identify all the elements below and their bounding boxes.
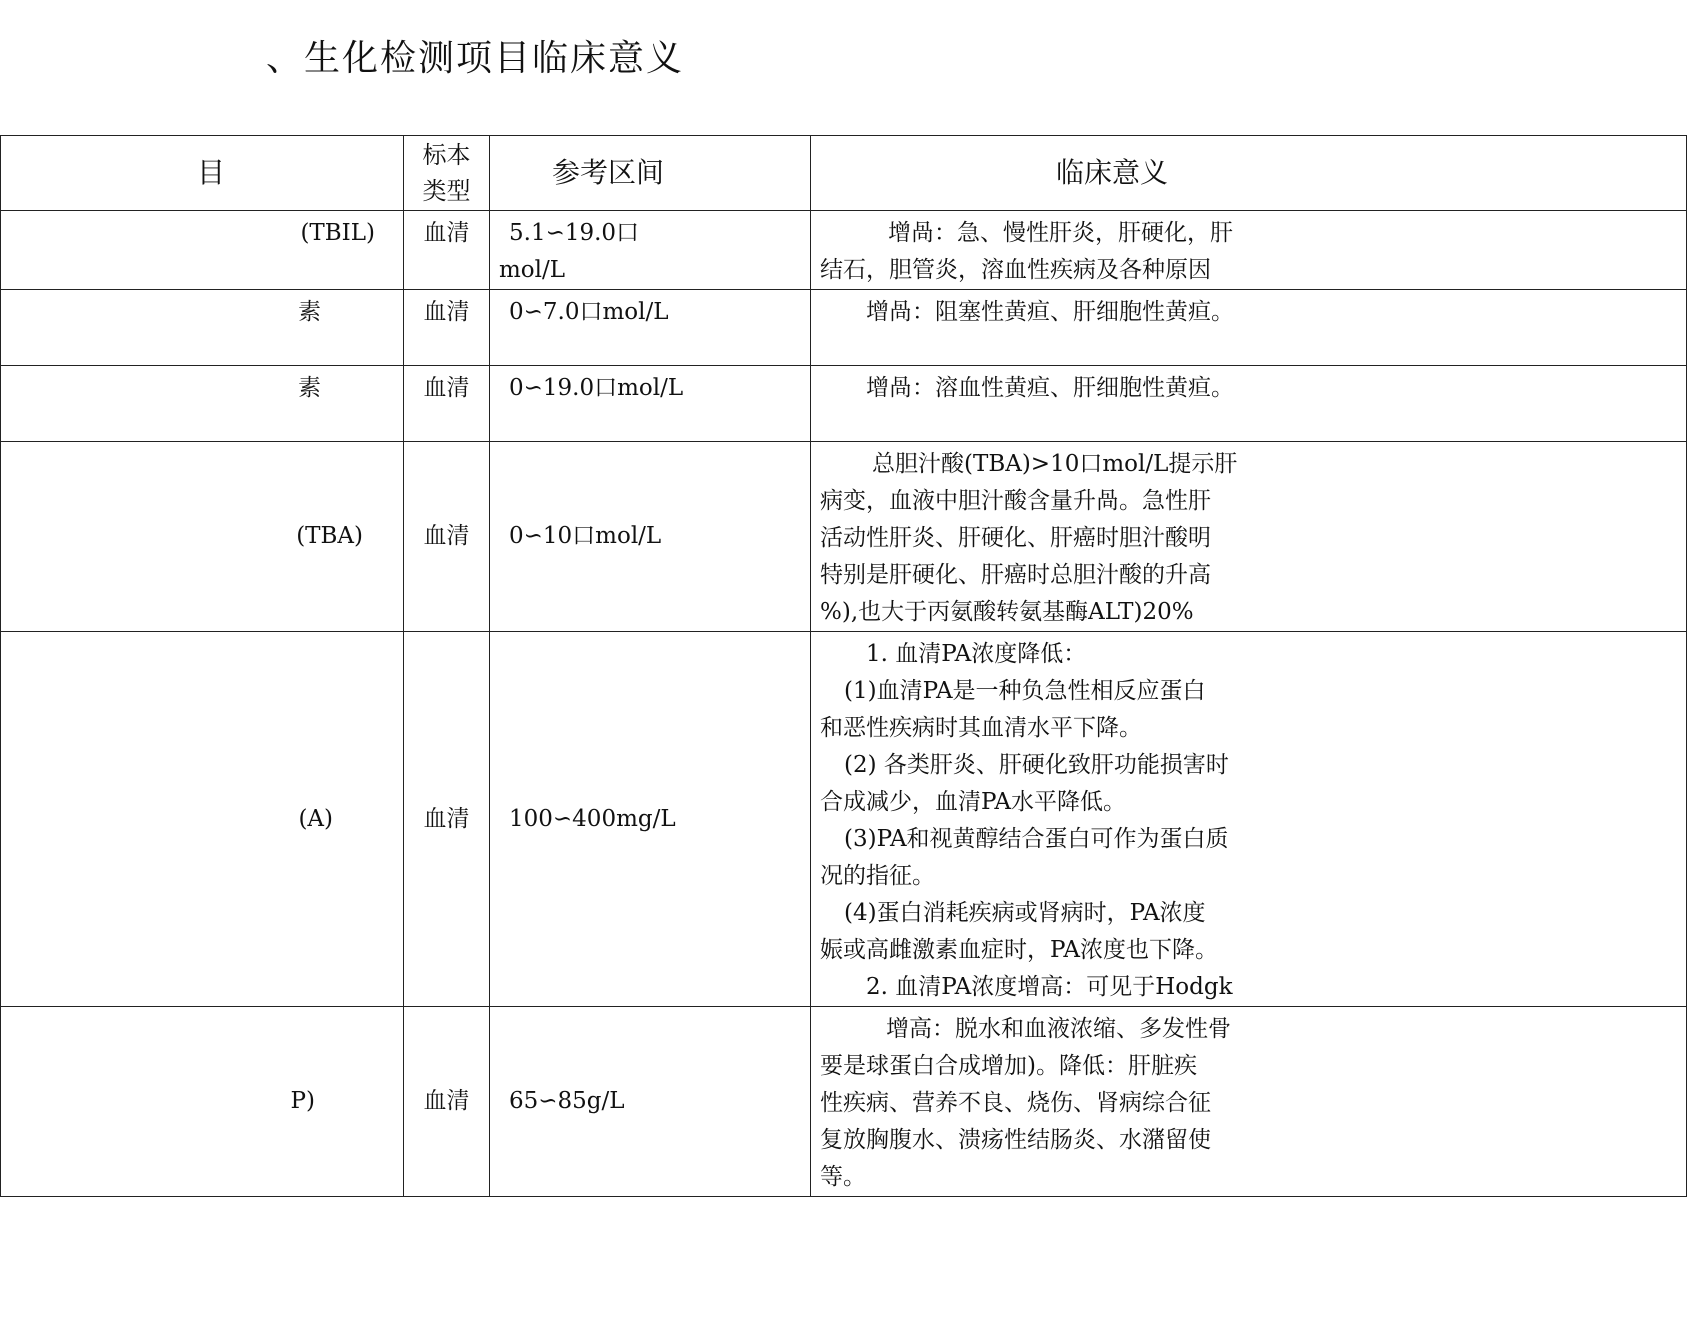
- header-item: 目: [1, 136, 404, 211]
- sig-line: 病变，血液中胆汁酸含量升咼。急性肝: [820, 488, 1211, 514]
- table-row: [1, 211, 1687, 290]
- sig-line: %),也大于丙氨酸转氨基酶ALT)20%: [820, 599, 1194, 625]
- sig-line: 复放胸腹水、溃疡性结肠炎、水潴留使: [820, 1127, 1211, 1153]
- header-reference-range: 参考区间: [490, 136, 811, 211]
- row-type: 血清: [404, 290, 490, 366]
- sig-line: 1. 血清PA浓度降低：: [866, 641, 1087, 667]
- table-header-row: [1, 136, 1687, 211]
- sig-line: 活动性肝炎、肝硬化、肝癌时胆汁酸明: [820, 525, 1211, 551]
- row-item: P): [1, 1007, 404, 1197]
- table-row: [1, 366, 1687, 442]
- row-significance: [811, 1007, 1687, 1197]
- table-viewport: [112, 135, 1238, 1190]
- row-item: 素: [1, 290, 404, 366]
- sig-line: 增咼：溶血性黄疸、肝细胞性黄疸。: [866, 375, 1234, 401]
- row-item: (A): [1, 632, 404, 1007]
- ref-line1: 0∽10口mol/L: [509, 523, 662, 549]
- table-row: [1, 290, 1687, 366]
- row-type: 血清: [404, 366, 490, 442]
- table-row: [1, 632, 1687, 1007]
- sig-line: (2) 各类肝炎、肝硬化致肝功能损害时: [844, 752, 1229, 778]
- table-row: [1, 442, 1687, 632]
- row-significance: [811, 211, 1687, 290]
- sig-line: 性疾病、营养不良、烧伤、肾病综合征: [820, 1090, 1211, 1116]
- ref-line1: 0∽19.0口mol/L: [509, 375, 684, 401]
- sig-line: (3)PA和视黄醇结合蛋白可作为蛋白质: [844, 826, 1229, 852]
- row-significance: [811, 442, 1687, 632]
- sig-line: 况的指征。: [820, 863, 935, 889]
- header-type-line1: 标本: [422, 141, 471, 169]
- row-significance: [811, 366, 1687, 442]
- row-ref: [490, 442, 811, 632]
- sig-line: 总胆汁酸(TBA)>10口mol/L提示肝: [872, 451, 1238, 477]
- header-type-line2: 类型: [422, 177, 471, 205]
- sig-line: (4)蛋白消耗疾病或肾病时，PA浓度: [844, 900, 1206, 926]
- row-ref: [490, 366, 811, 442]
- row-ref: [490, 632, 811, 1007]
- row-type: 血清: [404, 442, 490, 632]
- sig-line: 特别是肝硬化、肝癌时总胆汁酸的升高: [820, 562, 1211, 588]
- row-ref: [490, 1007, 811, 1197]
- row-type: 血清: [404, 632, 490, 1007]
- ref-line1: 5.1∽19.0口: [509, 220, 640, 246]
- ref-line1: 0∽7.0口mol/L: [509, 299, 669, 325]
- row-item: 素: [1, 366, 404, 442]
- row-ref: [490, 211, 811, 290]
- sig-line: 增咼：急、慢性肝炎，肝硬化，肝: [888, 220, 1233, 246]
- page-title: 、生化检测项目临床意义: [265, 38, 684, 79]
- row-significance: [811, 290, 1687, 366]
- sig-line: 2. 血清PA浓度增高：可见于Hodgk: [866, 974, 1233, 1000]
- clinical-significance-table: [0, 135, 1687, 1197]
- sig-line: 结石，胆管炎，溶血性疾病及各种原因: [820, 257, 1211, 283]
- table-row: [1, 1007, 1687, 1197]
- ref-line2: mol/L: [499, 257, 566, 283]
- sig-line: (1)血清PA是一种负急性相反应蛋白: [844, 678, 1206, 704]
- row-significance: [811, 632, 1687, 1007]
- header-specimen-type: [404, 136, 490, 211]
- sig-line: 增高：脱水和血液浓缩、多发性骨: [886, 1016, 1231, 1042]
- row-type: 血清: [404, 211, 490, 290]
- sig-line: 娠或高雌激素血症时，PA浓度也下降。: [820, 937, 1218, 963]
- row-ref: [490, 290, 811, 366]
- row-item: (TBIL): [1, 211, 404, 290]
- row-item: (TBA): [1, 442, 404, 632]
- row-type: 血清: [404, 1007, 490, 1197]
- ref-line1: 65∽85g/L: [509, 1088, 625, 1114]
- ref-line1: 100∽400mg/L: [509, 805, 676, 832]
- sig-line: 要是球蛋白合成增加)。降低：肝脏疾: [820, 1053, 1197, 1079]
- sig-line: 等。: [820, 1164, 866, 1190]
- header-clinical-significance: 临床意义: [811, 136, 1687, 211]
- sig-line: 增咼：阻塞性黄疸、肝细胞性黄疸。: [866, 299, 1234, 325]
- sig-line: 和恶性疾病时其血清水平下降。: [820, 715, 1142, 741]
- sig-line: 合成减少，血清PA水平降低。: [820, 789, 1126, 815]
